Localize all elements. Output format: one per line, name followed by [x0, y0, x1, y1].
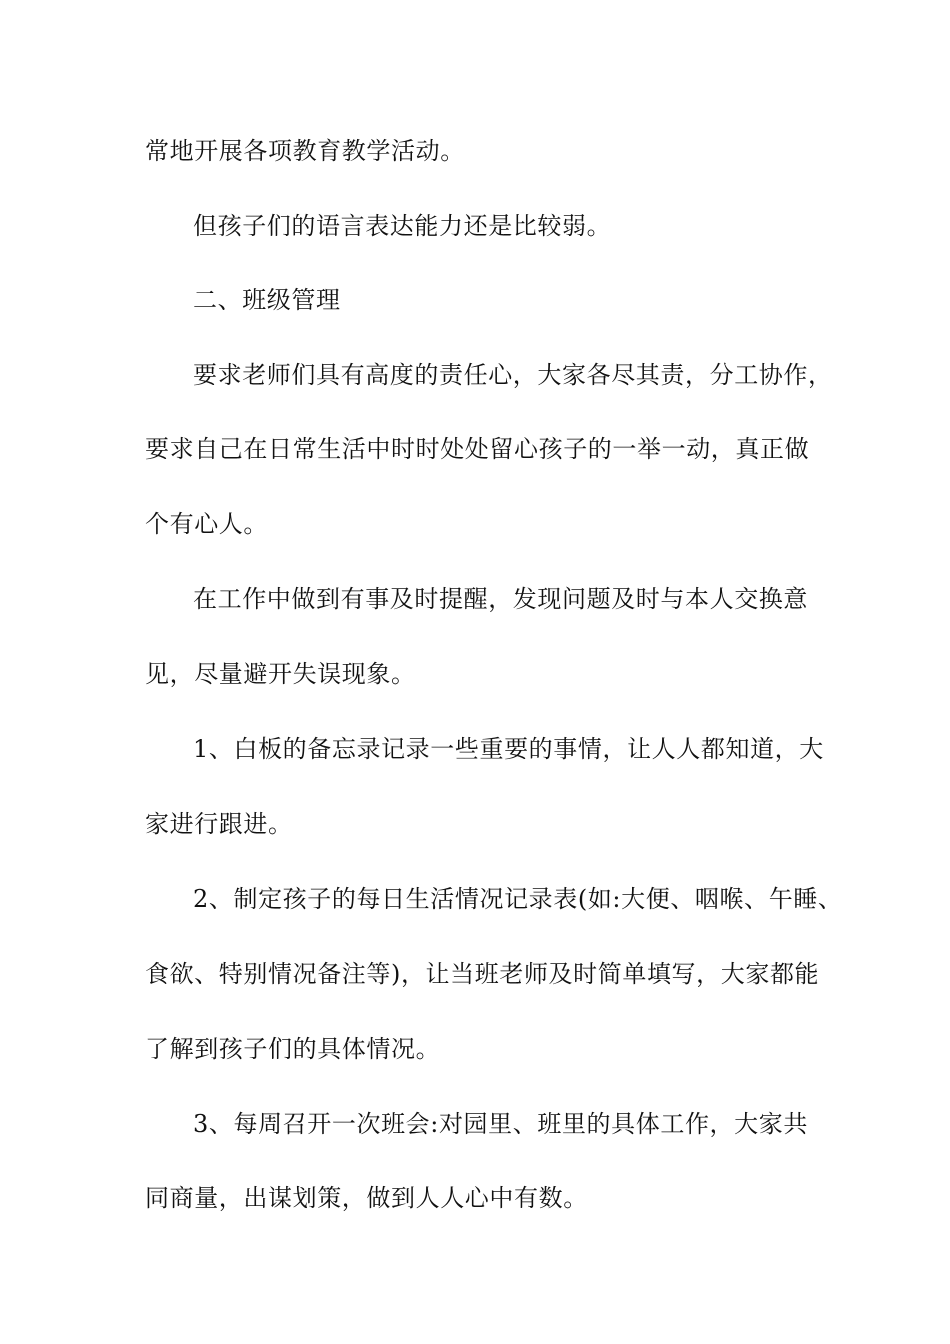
list-item-2-cont-2: 了解到孩子们的具体情况。 — [145, 1035, 441, 1063]
text-line-1: 常地开展各项教育教学活动。 — [145, 137, 465, 165]
text-line-4: 要求老师们具有高度的责任心，大家各尽其责，分工协作， — [193, 361, 833, 389]
text-line-8: 见，尽量避开失误现象。 — [145, 660, 416, 688]
text-line-2: 但孩子们的语言表达能力还是比较弱。 — [193, 212, 612, 240]
list-item-3: 3、每周召开一次班会:对园里、班里的具体工作，大家共 — [193, 1110, 808, 1138]
list-item-2: 2、制定孩子的每日生活情况记录表(如:大便、咽喉、午睡、 — [193, 885, 843, 913]
list-item-2-cont-1: 食欲、特别情况备注等)，让当班老师及时简单填写，大家都能 — [145, 960, 820, 988]
text-line-6: 个有心人。 — [145, 510, 268, 538]
text-line-5: 要求自己在日常生活中时时处处留心孩子的一举一动，真正做 — [145, 435, 810, 463]
list-item-1: 1、白板的备忘录记录一些重要的事情，让人人都知道，大 — [193, 735, 824, 763]
list-item-3-cont: 同商量，出谋划策，做到人人心中有数。 — [145, 1184, 588, 1212]
list-item-1-cont: 家进行跟进。 — [145, 810, 293, 838]
section-heading: 二、班级管理 — [193, 286, 341, 314]
text-line-7: 在工作中做到有事及时提醒，发现问题及时与本人交换意 — [193, 585, 808, 613]
